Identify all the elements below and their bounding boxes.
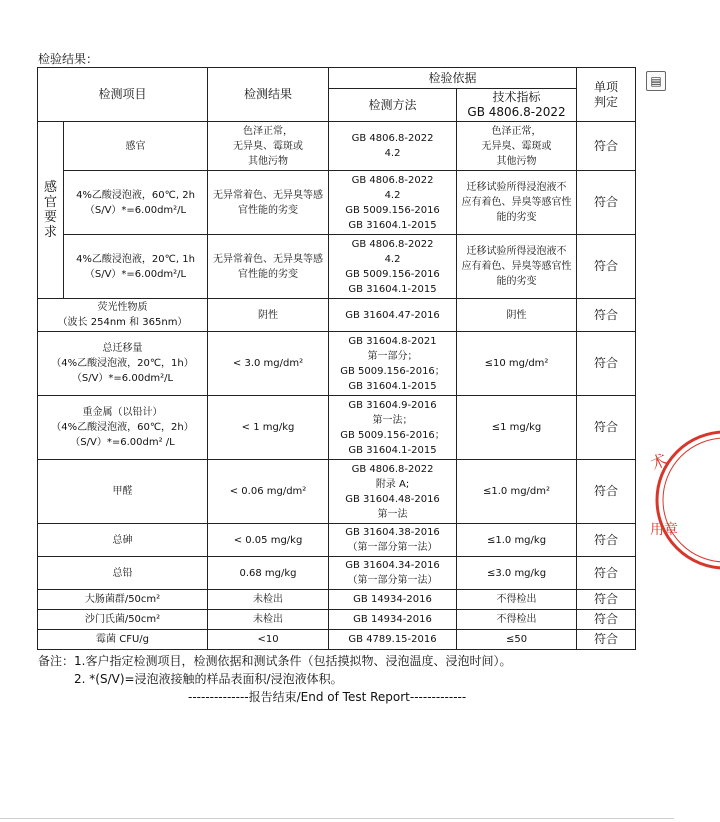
judge-cell: 符合 bbox=[577, 122, 636, 171]
spec-cell: 迁移试验所得浸泡液不 应有着色、异臭等感官性 能的劣变 bbox=[457, 235, 577, 299]
item-cell: 总铅 bbox=[38, 557, 208, 590]
item-cell: 总砷 bbox=[38, 524, 208, 557]
result-cell: 0.68 mg/kg bbox=[208, 557, 329, 590]
result-cell: < 3.0 mg/dm² bbox=[208, 332, 329, 396]
spec-cell: 迁移试验所得浸泡液不 应有着色、异臭等感官性 能的劣变 bbox=[457, 171, 577, 235]
method-cell: GB 4806.8-2022 4.2 bbox=[329, 122, 457, 171]
method-cell: GB 4806.8-2022 4.2 GB 5009.156-2016 GB 31604.1-2015 bbox=[329, 171, 457, 235]
result-cell: 阴性 bbox=[208, 299, 329, 332]
result-cell: 未检出 bbox=[208, 610, 329, 630]
method-cell: GB 31604.34-2016 （第一部分第一法） bbox=[329, 557, 457, 590]
judge-cell: 符合 bbox=[577, 171, 636, 235]
header-basis: 检验依据 bbox=[329, 68, 577, 89]
table-row bbox=[38, 235, 636, 299]
judge-cell: 符合 bbox=[577, 557, 636, 590]
table-row bbox=[38, 332, 636, 396]
result-cell: <10 bbox=[208, 630, 329, 650]
view-icon[interactable]: ▤ bbox=[646, 71, 666, 91]
header-result: 检测结果 bbox=[208, 68, 329, 122]
item-cell: 4%乙酸浸泡液，60℃, 2h （S/V）*=6.00dm²/L bbox=[64, 171, 208, 235]
judge-cell: 符合 bbox=[577, 524, 636, 557]
item-cell: 重金属（以铅计） （4%乙酸浸泡液，60℃，2h） （S/V）*=6.00dm² /L bbox=[38, 396, 208, 460]
sensory-group-label: 感 官 要 求 bbox=[38, 122, 64, 299]
header-judge: 单项 判定 bbox=[577, 68, 636, 122]
item-cell: 4%乙酸浸泡液，20℃, 1h （S/V）*=6.00dm²/L bbox=[64, 235, 208, 299]
table-row bbox=[38, 557, 636, 590]
table-row bbox=[38, 630, 636, 650]
spec-cell: ≤1.0 mg/dm² bbox=[457, 460, 577, 524]
result-cell: 色泽正常， 无异臭、霉斑或 其他污物 bbox=[208, 122, 329, 171]
item-cell: 大肠菌群/50cm² bbox=[38, 590, 208, 610]
judge-cell: 符合 bbox=[577, 396, 636, 460]
judge-cell: 符合 bbox=[577, 630, 636, 650]
method-cell: GB 14934-2016 bbox=[329, 610, 457, 630]
spec-cell: 阴性 bbox=[457, 299, 577, 332]
spec-cell: 不得检出 bbox=[457, 610, 577, 630]
section-title: 检验结果： bbox=[38, 52, 99, 66]
table-row bbox=[38, 524, 636, 557]
note-line-1: 备注：1.客户指定检测项目，检测依据和测试条件（包括摸拟物、浸泡温度、浸泡时间）。 bbox=[38, 654, 512, 668]
table-row bbox=[38, 590, 636, 610]
svg-text:用章: 用章 bbox=[650, 522, 678, 538]
page-bottom-divider bbox=[0, 818, 674, 819]
test-results-table bbox=[37, 67, 636, 650]
table-row bbox=[38, 299, 636, 332]
spec-cell: ≤10 mg/dm² bbox=[457, 332, 577, 396]
result-cell: 无异常着色、无异臭等感 官性能的劣变 bbox=[208, 235, 329, 299]
judge-cell: 符合 bbox=[577, 460, 636, 524]
result-cell: < 0.05 mg/kg bbox=[208, 524, 329, 557]
method-cell: GB 14934-2016 bbox=[329, 590, 457, 610]
judge-cell: 符合 bbox=[577, 299, 636, 332]
header-method: 检测方法 bbox=[329, 89, 457, 122]
table-row bbox=[38, 610, 636, 630]
result-cell: < 1 mg/kg bbox=[208, 396, 329, 460]
method-cell: GB 31604.8-2021 第一部分； GB 5009.156-2016； GB 31604.1-2015 bbox=[329, 332, 457, 396]
table-row bbox=[38, 171, 636, 235]
table-row bbox=[38, 122, 636, 171]
result-cell: 未检出 bbox=[208, 590, 329, 610]
end-of-report: --------------报告结束/End of Test Report------------- bbox=[188, 690, 467, 704]
result-cell: 无异常着色、无异臭等感 官性能的劣变 bbox=[208, 171, 329, 235]
judge-cell: 符合 bbox=[577, 235, 636, 299]
item-cell: 感官 bbox=[64, 122, 208, 171]
item-cell: 甲醛 bbox=[38, 460, 208, 524]
spec-cell: ≤3.0 mg/kg bbox=[457, 557, 577, 590]
spec-cell: 不得检出 bbox=[457, 590, 577, 610]
spec-cell: ≤50 bbox=[457, 630, 577, 650]
item-cell: 总迁移量 （4%乙酸浸泡液，20℃，1h） （S/V）*=6.00dm²/L bbox=[38, 332, 208, 396]
seal-stamp-icon bbox=[640, 430, 720, 570]
table-row bbox=[38, 460, 636, 524]
notes bbox=[38, 652, 511, 688]
spec-cell: 色泽正常， 无异臭、霉斑或 其他污物 bbox=[457, 122, 577, 171]
table-row bbox=[38, 396, 636, 460]
method-cell: GB 4789.15-2016 bbox=[329, 630, 457, 650]
svg-text:术: 术 bbox=[647, 449, 671, 474]
method-cell: GB 31604.38-2016 （第一部分第一法） bbox=[329, 524, 457, 557]
result-cell: < 0.06 mg/dm² bbox=[208, 460, 329, 524]
item-cell: 荧光性物质 （波长 254nm 和 365nm） bbox=[38, 299, 208, 332]
judge-cell: 符合 bbox=[577, 590, 636, 610]
header-item: 检测项目 bbox=[38, 68, 208, 122]
spec-cell: ≤1.0 mg/kg bbox=[457, 524, 577, 557]
item-cell: 沙门氏菌/50cm² bbox=[38, 610, 208, 630]
spec-cell: ≤1 mg/kg bbox=[457, 396, 577, 460]
header-spec: 技术指标 GB 4806.8-2022 bbox=[457, 89, 577, 122]
item-cell: 霉菌 CFU/g bbox=[38, 630, 208, 650]
method-cell: GB 31604.47-2016 bbox=[329, 299, 457, 332]
method-cell: GB 4806.8-2022 4.2 GB 5009.156-2016 GB 31604.1-2015 bbox=[329, 235, 457, 299]
method-cell: GB 4806.8-2022 附录 A; GB 31604.48-2016 第一法 bbox=[329, 460, 457, 524]
judge-cell: 符合 bbox=[577, 610, 636, 630]
method-cell: GB 31604.9-2016 第一法； GB 5009.156-2016； GB 31604.1-2015 bbox=[329, 396, 457, 460]
judge-cell: 符合 bbox=[577, 332, 636, 396]
note-line-2: 2. *(S/V)=浸泡液接触的样品表面积/浸泡液体积。 bbox=[74, 672, 343, 686]
